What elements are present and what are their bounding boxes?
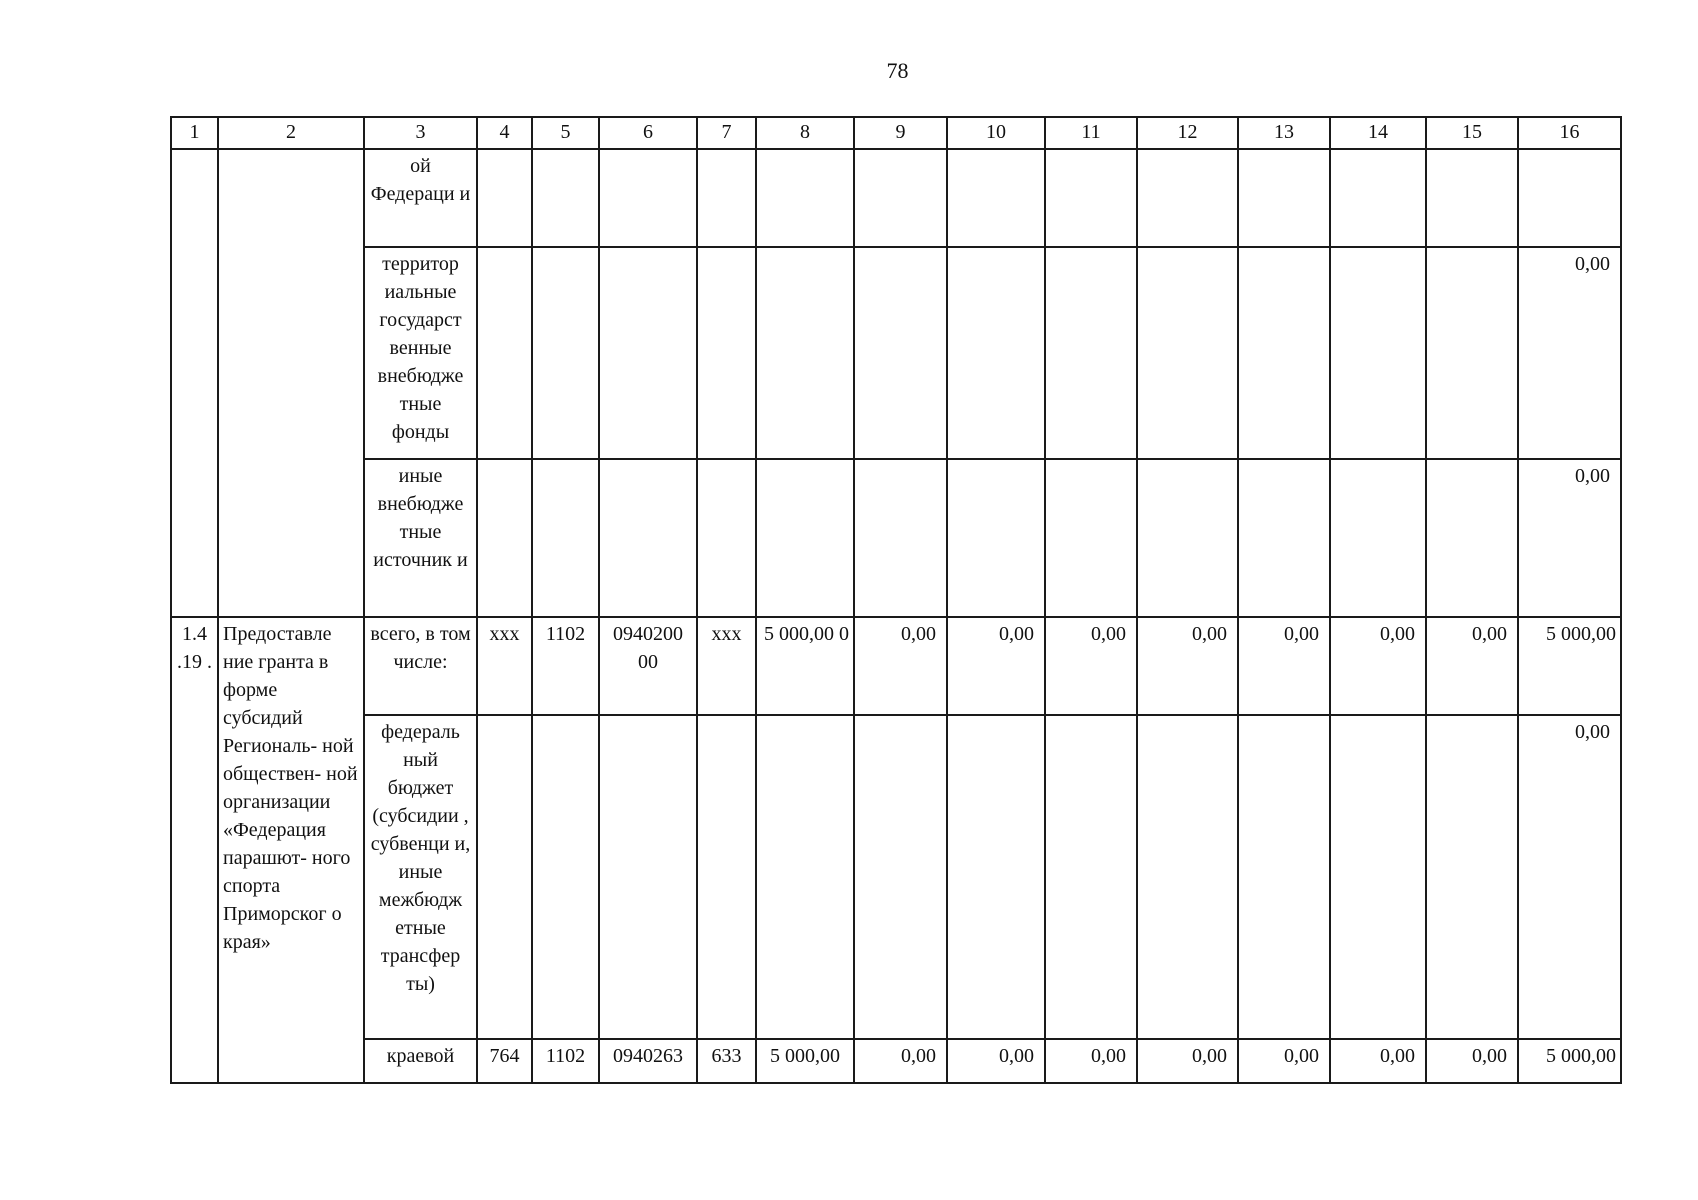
budget-table [170, 116, 1622, 1084]
header-cell: 6 [599, 117, 697, 149]
cell-value: 0,00 [1137, 1039, 1238, 1083]
empty-cell [171, 149, 218, 617]
cell-value: 0,00 [1426, 1039, 1518, 1083]
header-row [171, 117, 1621, 149]
cell-value: 5 000,00 0 [756, 617, 854, 715]
table-row [171, 617, 1621, 715]
cell-value: 0,00 [947, 617, 1045, 715]
cell-value: 0,00 [1330, 617, 1426, 715]
table-row [171, 715, 1621, 1039]
header-cell: 9 [854, 117, 947, 149]
cell-value: 5 000,00 [1518, 617, 1621, 715]
cell-value: 0,00 [947, 1039, 1045, 1083]
header-cell: 7 [697, 117, 756, 149]
item-name: Предоставле ние гранта в форме субсидий Региональ- ной обществен- ной организации «Федерация парашют- ного спорта Приморског о края» [218, 617, 364, 1083]
cell-value: 0,00 [1426, 617, 1518, 715]
cell-value: xxx [697, 617, 756, 715]
table-row [171, 1039, 1621, 1083]
header-cell: 16 [1518, 117, 1621, 149]
cell-value: 764 [477, 1039, 532, 1083]
total-value [1518, 149, 1621, 247]
cell-value: 0,00 [854, 1039, 947, 1083]
table-row [171, 247, 1621, 459]
page-number: 78 [886, 58, 909, 83]
header-cell: 8 [756, 117, 854, 149]
cell-value: 1102 [532, 1039, 599, 1083]
source-label: территор иальные государст венные внебюдже тные фонды [364, 247, 477, 459]
item-number: 1.4 .19 . [171, 617, 218, 1083]
cell-value: 0,00 [1137, 617, 1238, 715]
cell-value: 0,00 [854, 617, 947, 715]
header-cell: 1 [171, 117, 218, 149]
header-cell: 3 [364, 117, 477, 149]
source-label: иные внебюдже тные источник и [364, 459, 477, 617]
total-value: 0,00 [1518, 247, 1621, 459]
cell-value: 0,00 [1045, 617, 1137, 715]
total-value: 0,00 [1518, 459, 1621, 617]
cell-value: 0,00 [1238, 1039, 1330, 1083]
total-value: 0,00 [1518, 715, 1621, 1039]
cell-value: 5 000,00 [1518, 1039, 1621, 1083]
source-label: ой Федераци и [364, 149, 477, 247]
table-row [171, 459, 1621, 617]
cell-value: xxx [477, 617, 532, 715]
cell-value: 0,00 [1045, 1039, 1137, 1083]
header-cell: 4 [477, 117, 532, 149]
header-cell: 12 [1137, 117, 1238, 149]
cell-value: 0940263 [599, 1039, 697, 1083]
cell-value: 0,00 [1330, 1039, 1426, 1083]
header-cell: 13 [1238, 117, 1330, 149]
table-row [171, 149, 1621, 247]
header-cell: 11 [1045, 117, 1137, 149]
header-cell: 15 [1426, 117, 1518, 149]
source-label: краевой [364, 1039, 477, 1083]
header-cell: 2 [218, 117, 364, 149]
cell-value: 1102 [532, 617, 599, 715]
header-cell: 14 [1330, 117, 1426, 149]
cell-value: 0940200 00 [599, 617, 697, 715]
header-cell: 10 [947, 117, 1045, 149]
header-cell: 5 [532, 117, 599, 149]
source-label: всего, в том числе: [364, 617, 477, 715]
cell-value: 633 [697, 1039, 756, 1083]
source-label: федераль ный бюджет (субсидии , субвенци и, иные межбюдж етные трансфер ты) [364, 715, 477, 1039]
cell-value: 5 000,00 [756, 1039, 854, 1083]
cell-value: 0,00 [1238, 617, 1330, 715]
empty-cell [218, 149, 364, 617]
